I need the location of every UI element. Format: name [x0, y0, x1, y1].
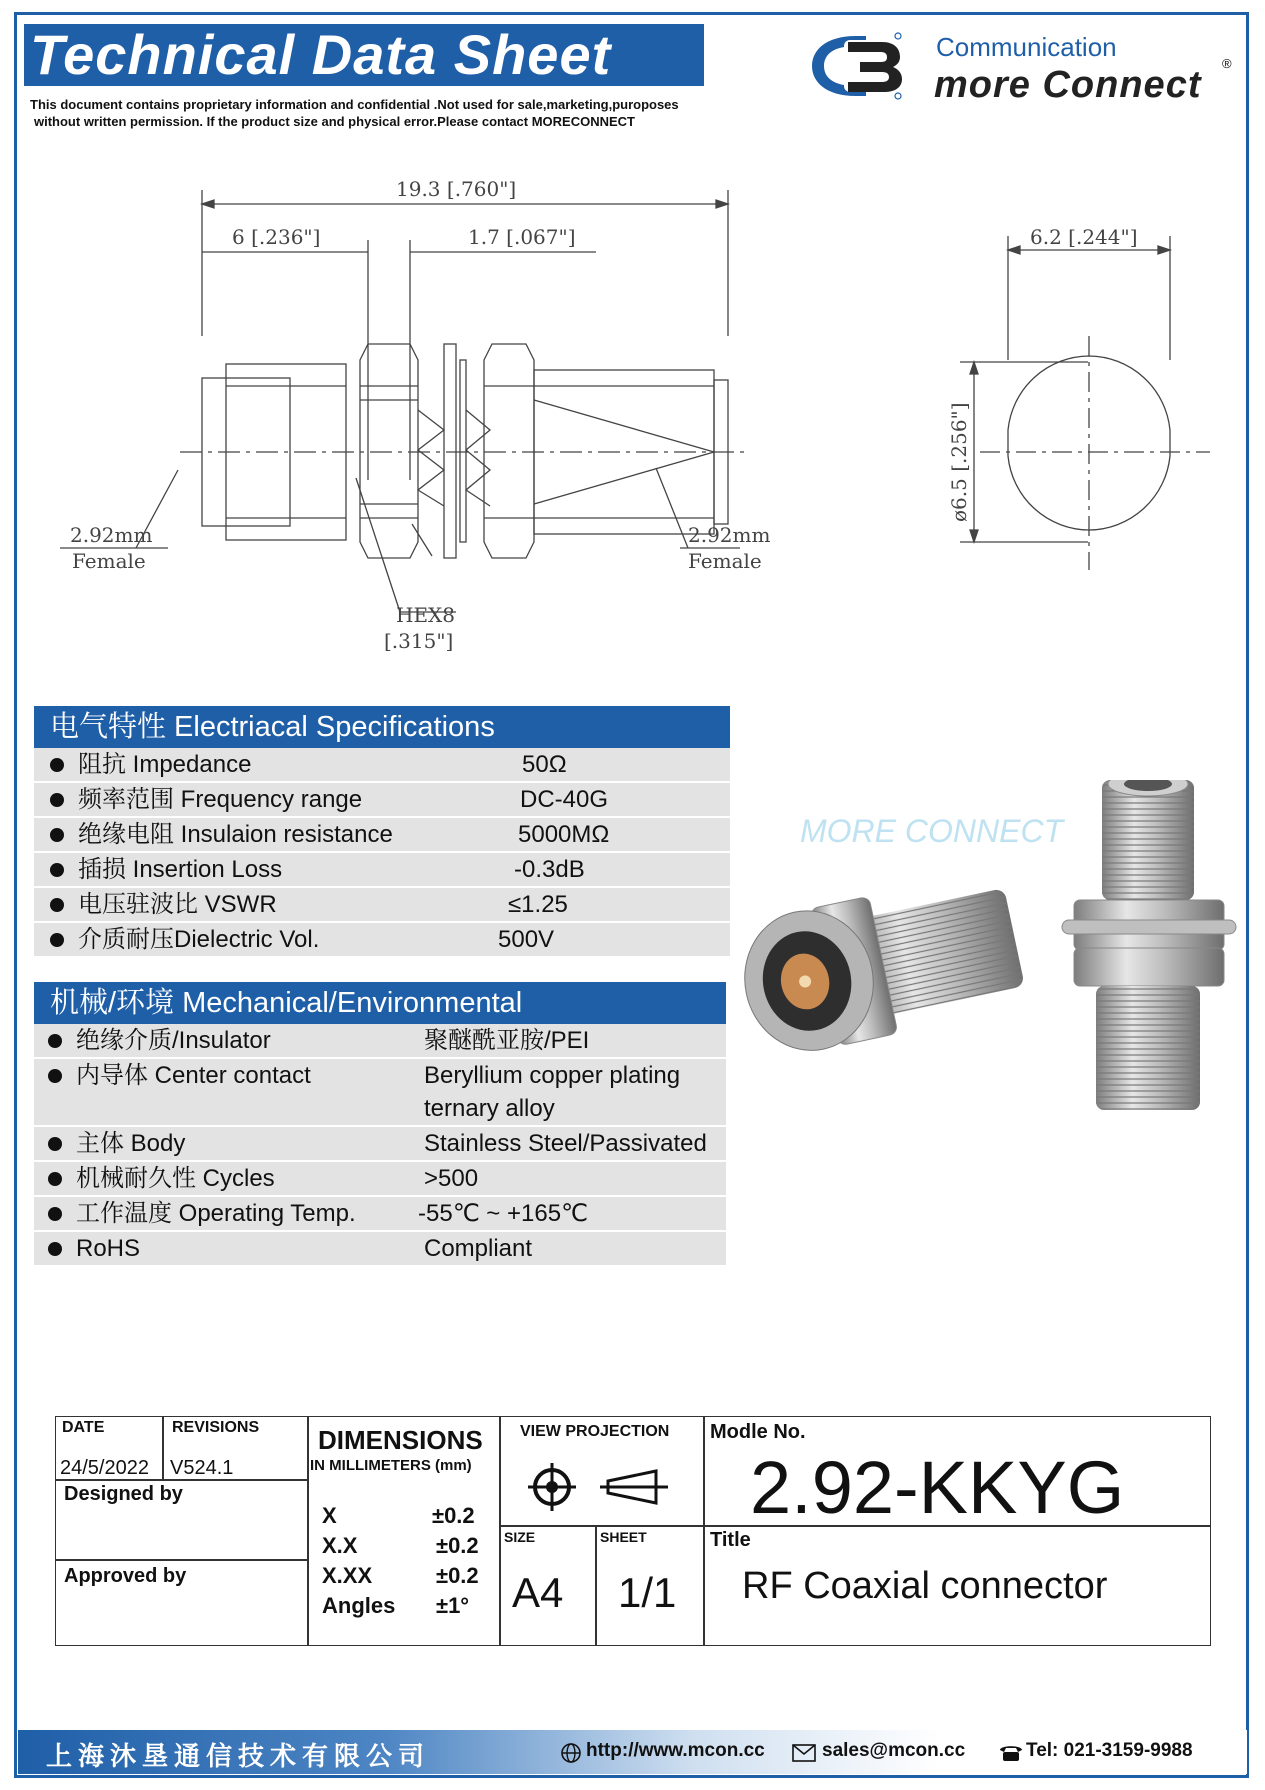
mechanical-specs-table	[34, 1024, 726, 1267]
dim-overall-text: 19.3 [.760"]	[396, 177, 517, 201]
spec-label: 绝缘介质/Insulator	[76, 1027, 271, 1054]
spec-label: RoHS	[76, 1235, 141, 1262]
right-label-size: 2.92mm	[688, 523, 771, 547]
size-value: A4	[512, 1569, 564, 1616]
sheet-value: 1/1	[618, 1569, 677, 1616]
spec-label: 主体 Body	[76, 1130, 186, 1157]
product-photo	[740, 780, 1240, 1120]
spec-row	[34, 888, 730, 923]
spec-value: ≤1.25	[508, 891, 568, 918]
date-value: 24/5/2022	[60, 1457, 149, 1479]
company-logo	[808, 30, 908, 102]
hex-label: HEX8	[396, 603, 456, 627]
size-label: SIZE	[504, 1529, 536, 1545]
tolerance-value: ±0.2	[436, 1533, 479, 1558]
dim-mid-text: 1.7 [.067"]	[468, 225, 576, 249]
technical-drawing	[60, 160, 1220, 660]
tolerance-key: X.X	[322, 1533, 358, 1558]
tolerance-value: ±0.2	[432, 1503, 475, 1528]
date-label: DATE	[62, 1419, 105, 1436]
sheet-label: SHEET	[600, 1529, 647, 1545]
spec-row	[34, 783, 730, 818]
brand-communication: Communication	[936, 32, 1117, 62]
bullet-icon	[50, 758, 64, 772]
title-value: RF Coaxial connector	[742, 1565, 1108, 1607]
bullet-icon	[48, 1034, 62, 1048]
view-projection-label: VIEW PROJECTION	[520, 1423, 670, 1440]
spec-value-line-2: ternary alloy	[424, 1095, 555, 1122]
spec-row	[34, 1232, 726, 1267]
spec-row	[34, 1024, 726, 1059]
spec-row	[34, 748, 730, 783]
hex-label-inch: [.315"]	[384, 629, 454, 653]
bullet-icon	[50, 828, 64, 842]
spec-label: 介质耐压Dielectric Vol.	[78, 926, 320, 953]
spec-value: Compliant	[424, 1235, 533, 1262]
spec-row	[34, 1127, 726, 1162]
phone-number[interactable]: Tel: 021-3159-9988	[1026, 1740, 1193, 1761]
spec-label: 机械耐久性 Cycles	[76, 1165, 275, 1192]
tolerance-key: X.XX	[322, 1563, 373, 1588]
dim-side-width-text: 6.2 [.244"]	[1030, 225, 1138, 249]
electrical-specs-heading: 电气特性 Electriacal Specifications	[34, 706, 730, 748]
confidentiality-note	[30, 96, 730, 130]
spec-label: 绝缘电阻 Insulaion resistance	[78, 821, 393, 848]
website-link[interactable]: http://www.mcon.cc	[586, 1740, 765, 1761]
spec-row	[34, 923, 730, 958]
spec-value: 聚醚酰亚胺/PEI	[424, 1027, 590, 1054]
globe-icon	[560, 1742, 582, 1764]
dim-left-text: 6 [.236"]	[232, 225, 321, 249]
revisions-value: V524.1	[170, 1457, 234, 1479]
footer-bar	[18, 1730, 1247, 1774]
spec-label: 插损 Insertion Loss	[78, 856, 283, 883]
mechanical-specs-heading: 机械/环境 Mechanical/Environmental	[34, 982, 726, 1024]
spec-value	[424, 1059, 680, 1125]
spec-row	[34, 1197, 726, 1232]
spec-value: 50Ω	[522, 751, 567, 778]
spec-label: 阻抗 Impedance	[78, 751, 252, 778]
spec-value: 500V	[498, 926, 555, 953]
photo-watermark: MORE CONNECT	[800, 813, 1064, 849]
note-line-1: This document contains proprietary information and confidential .Not used for sale,marketing,puroposes	[30, 97, 679, 112]
bullet-icon	[50, 898, 64, 912]
spec-value: 5000MΩ	[518, 821, 610, 848]
model-value: 2.92-KKYG	[750, 1446, 1125, 1529]
email-link[interactable]: sales@mcon.cc	[822, 1740, 966, 1761]
spec-label: 电压驻波比 VSWR	[78, 891, 277, 918]
bullet-icon	[50, 793, 64, 807]
spec-row	[34, 853, 730, 888]
units-label: IN MILLIMETERS (mm)	[310, 1457, 472, 1474]
note-line-2: without written permission. If the product size and physical error.Please contact MORECONNECT	[34, 114, 635, 129]
electrical-specs-table	[34, 748, 730, 958]
spec-label: 内导体 Center contact	[76, 1062, 311, 1089]
projection-symbol-icon	[526, 1459, 676, 1515]
spec-value-line-1: Beryllium copper plating	[424, 1062, 681, 1089]
spec-value: -55℃ ~ +165℃	[418, 1200, 589, 1227]
bullet-icon	[48, 1069, 62, 1083]
spec-row	[34, 1059, 726, 1127]
bullet-icon	[48, 1207, 62, 1221]
model-label: Modle No.	[710, 1421, 806, 1443]
registered-mark: ®	[1222, 56, 1232, 71]
tolerance-key: X	[322, 1503, 337, 1528]
dimensions-label: DIMENSIONS	[318, 1425, 483, 1455]
company-name: 上海沐垦通信技术有限公司	[46, 1742, 431, 1772]
spec-value: >500	[424, 1165, 479, 1192]
spec-label: 频率范围 Frequency range	[78, 786, 363, 813]
bullet-icon	[50, 933, 64, 947]
bullet-icon	[48, 1137, 62, 1151]
right-label-type: Female	[688, 549, 762, 573]
left-label-size: 2.92mm	[70, 523, 153, 547]
envelope-icon	[792, 1744, 816, 1762]
tolerance-key: Angles	[322, 1593, 396, 1618]
revisions-label: REVISIONS	[172, 1419, 260, 1436]
brand-more-connect: more Connect	[934, 64, 1202, 106]
bullet-icon	[50, 863, 64, 877]
left-label-type: Female	[72, 549, 146, 573]
approved-by-label: Approved by	[64, 1565, 187, 1587]
dim-side-dia-text: ø6.5 [.256"]	[947, 402, 971, 522]
tolerance-value: ±1°	[436, 1593, 470, 1618]
designed-by-label: Designed by	[64, 1483, 183, 1505]
bullet-icon	[48, 1172, 62, 1186]
document-title: Technical Data Sheet	[24, 24, 704, 86]
spec-row	[34, 818, 730, 853]
title-block	[55, 1416, 1211, 1646]
spec-label: 工作温度 Operating Temp.	[76, 1200, 356, 1227]
spec-row	[34, 1162, 726, 1197]
spec-value: -0.3dB	[514, 856, 585, 883]
spec-value: DC-40G	[520, 786, 609, 813]
phone-icon	[998, 1742, 1024, 1762]
tolerance-value: ±0.2	[436, 1563, 479, 1588]
title-label: Title	[710, 1529, 751, 1551]
bullet-icon	[48, 1242, 62, 1256]
spec-value: Stainless Steel/Passivated	[424, 1130, 707, 1157]
